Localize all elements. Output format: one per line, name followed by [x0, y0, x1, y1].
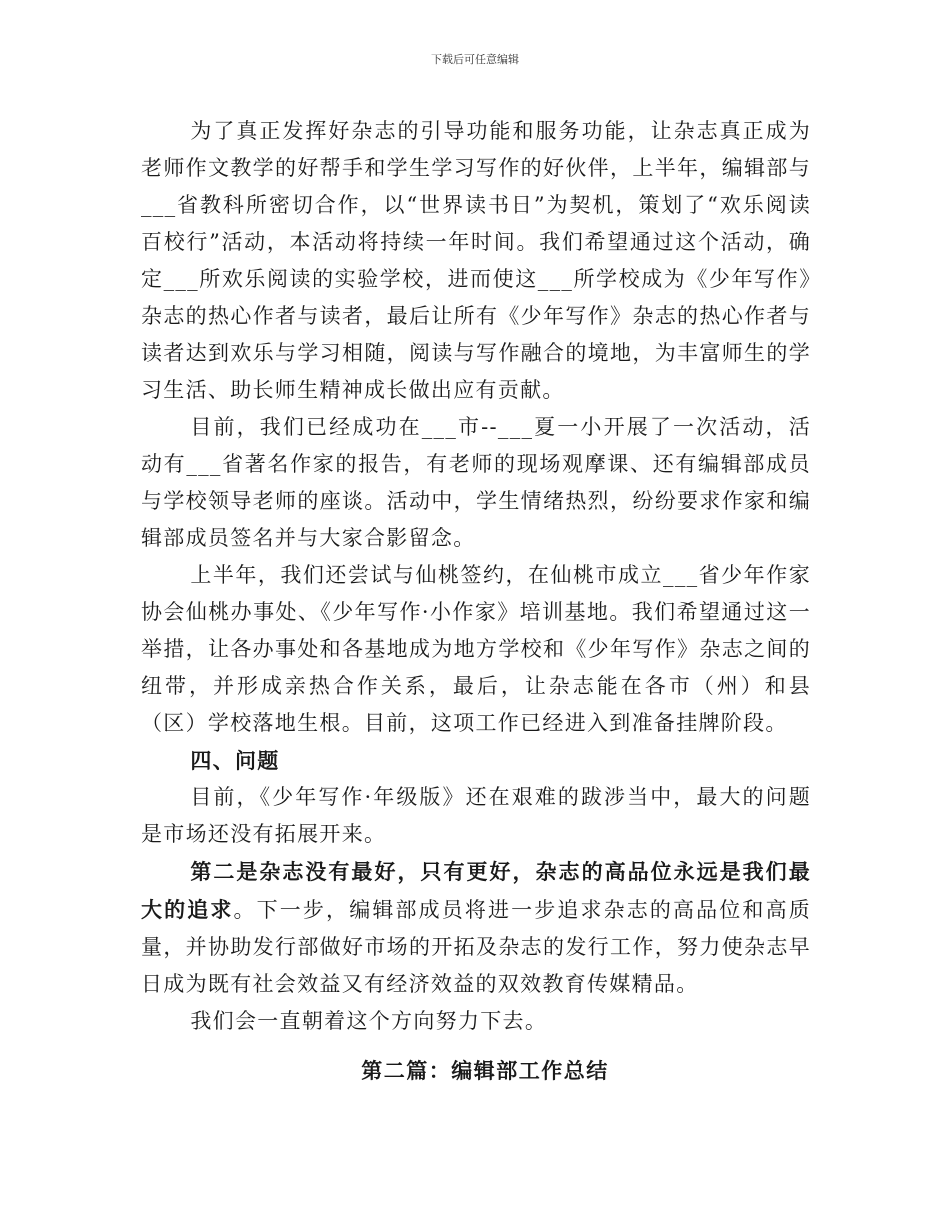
heading-problems: 四、问题	[190, 748, 280, 773]
paragraph-pursuit-bold: 第二是杂志没有最好，只有更好，杂志的高品位永远是我们最大的追求	[141, 859, 811, 922]
section-title: 第二篇：编辑部工作总结	[361, 1058, 609, 1083]
document-body	[141, 113, 811, 1089]
paragraph-pursuit-rest: 。下一步，编辑部成员将进一步追求杂志的高品位和高质量，并协助发行部做好市场的开拓及杂志的发行工作，努力使杂志早日成为既有社会效益又有经济效益的双效教育传媒精品。	[141, 898, 811, 996]
page-header-note: 下载后可任意编辑	[431, 53, 519, 66]
paragraph-signing: 上半年，我们还尝试与仙桃签约，在仙桃市成立___省少年作家协会仙桃办事处、《少年写作·小作家》培训基地。我们希望通过这一举措，让各办事处和各基地成为地方学校和《少年写作》杂志之间的纽带，并形成亲热合作关系，最后，让杂志能在各市（州）和县（区）学校落地生根。目前，这项工作已经进入到准备挂牌阶段。	[141, 563, 811, 735]
paragraph-event: 目前，我们已经成功在___市--___夏一小开展了一次活动，活动有___省著名作家的报告，有老师的现场观摩课、还有编辑部成员与学校领导老师的座谈。活动中，学生情绪热烈，纷纷要求作家和编辑部成员签名并与大家合影留念。	[141, 415, 811, 550]
paragraph-closing: 我们会一直朝着这个方向努力下去。	[190, 1009, 548, 1033]
paragraph-pursuit	[141, 853, 811, 1003]
paragraph-activity: 为了真正发挥好杂志的引导功能和服务功能，让杂志真正成为老师作文教学的好帮手和学生学习写作的好伙伴，上半年，编辑部与___省教科所密切合作，以“世界读书日”为契机，策划了“欢乐阅读百校行”活动，本活动将持续一年时间。我们希望通过这个活动，确定___所欢乐阅读的实验学校，进而使这___所学校成为《少年写作》杂志的热心作者与读者，最后让所有《少年写作》杂志的热心作者与读者达到欢乐与学习相随，阅读与写作融合的境地，为丰富师生的学习生活、助长师生精神成长做出应有贡献。	[141, 119, 811, 402]
paragraph-problem: 目前，《少年写作·年级版》还在艰难的跋涉当中，最大的问题是市场还没有拓展开来。	[141, 785, 811, 846]
